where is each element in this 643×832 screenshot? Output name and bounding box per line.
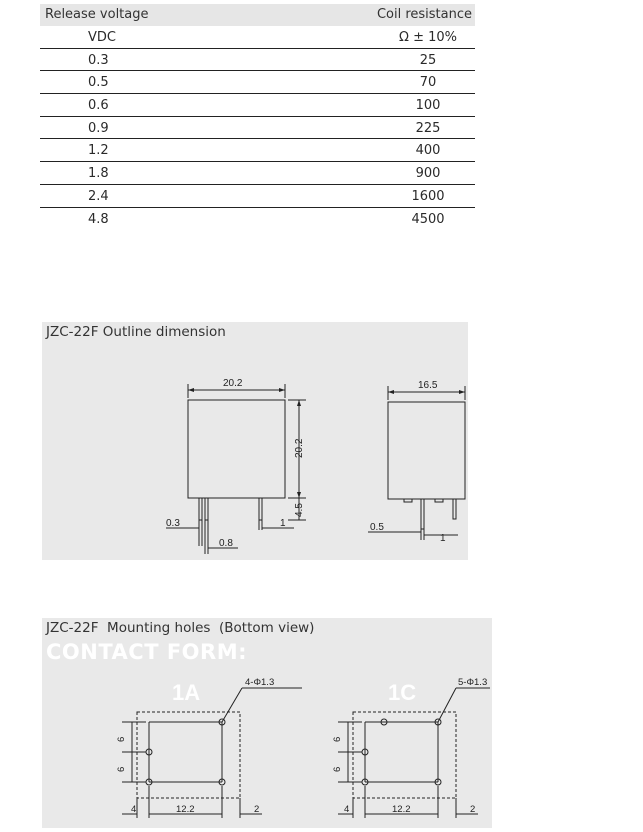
cell-voltage: 0.9	[88, 120, 109, 136]
table-row	[40, 94, 475, 117]
table-header	[40, 4, 475, 26]
cell-voltage: 0.6	[88, 98, 109, 114]
form-a-holes-spec: 4-Φ1.3	[245, 677, 275, 688]
table-row	[40, 185, 475, 208]
cell-resistance: 1600	[411, 188, 445, 204]
dim-side-width: 16.5	[418, 380, 438, 391]
table-units-row	[40, 26, 475, 49]
dim-front-width: 20.2	[223, 378, 243, 389]
mounting-holes-panel	[42, 618, 492, 828]
form-a-outline	[137, 712, 240, 798]
cell-voltage: 4.8	[88, 211, 109, 227]
dim-front-height: 20.2	[294, 438, 305, 458]
contact-form-watermark: CONTACT FORM:	[46, 640, 247, 664]
cell-resistance: 900	[415, 166, 441, 182]
form-a-pitch1: 6	[116, 736, 127, 742]
form-a-dim-middle: 12.2	[176, 804, 195, 815]
form-c-dim-middle: 12.2	[392, 804, 411, 815]
dim-side-pin-width: 1	[440, 533, 446, 544]
table-row	[40, 71, 475, 94]
cell-voltage: 0.5	[88, 75, 109, 91]
form-c-dim-left: 4	[344, 804, 350, 815]
form-c-holes-spec: 5-Φ1.3	[458, 677, 488, 688]
outline-dimension-panel	[42, 322, 468, 560]
table-row	[40, 162, 475, 185]
dim-pin-length: 4.5	[294, 503, 305, 517]
dim-pin-thickness: 0.3	[166, 518, 180, 529]
mounting-drawing	[42, 618, 492, 828]
cell-voltage: 1.8	[88, 166, 109, 182]
outline-drawing	[42, 322, 468, 560]
coil-data-table	[40, 4, 475, 230]
dim-pin-width: 1	[280, 518, 286, 529]
cell-resistance: 4500	[411, 211, 445, 227]
unit-voltage: VDC	[88, 30, 116, 45]
header-coil-resistance: Coil resistance	[376, 7, 472, 22]
cell-resistance: 70	[419, 75, 437, 91]
table-row	[40, 208, 475, 231]
form-c-pitch1: 6	[332, 736, 343, 742]
table-row	[40, 117, 475, 140]
header-release-voltage: Release voltage	[45, 7, 149, 22]
cell-resistance: 25	[419, 52, 437, 68]
form-c-label: 1C	[388, 680, 417, 705]
dim-pin-gap: 0.8	[219, 538, 233, 549]
form-a-label: 1A	[172, 680, 201, 705]
dim-side-pin-thickness: 0.5	[370, 522, 384, 533]
cell-resistance: 100	[415, 98, 441, 114]
form-c-pitch2: 6	[332, 766, 343, 772]
form-a-dim-right: 2	[254, 804, 260, 815]
table-row	[40, 49, 475, 72]
cell-voltage: 0.3	[88, 52, 109, 68]
mounting-title: JZC-22F Mounting holes (Bottom view)	[46, 620, 315, 636]
form-a-pitch2: 6	[116, 766, 127, 772]
cell-resistance: 225	[415, 120, 441, 136]
outline-title: JZC-22F Outline dimension	[46, 324, 226, 340]
form-c-dim-right: 2	[470, 804, 476, 815]
table-row	[40, 139, 475, 162]
cell-resistance: 400	[415, 143, 441, 159]
form-c-outline	[353, 712, 456, 798]
form-a-dim-left: 4	[131, 804, 137, 815]
unit-resistance: Ω ± 10%	[399, 30, 457, 45]
cell-voltage: 2.4	[88, 188, 109, 204]
front-view-body	[188, 400, 285, 498]
cell-voltage: 1.2	[88, 143, 109, 159]
side-view-body	[388, 402, 465, 499]
